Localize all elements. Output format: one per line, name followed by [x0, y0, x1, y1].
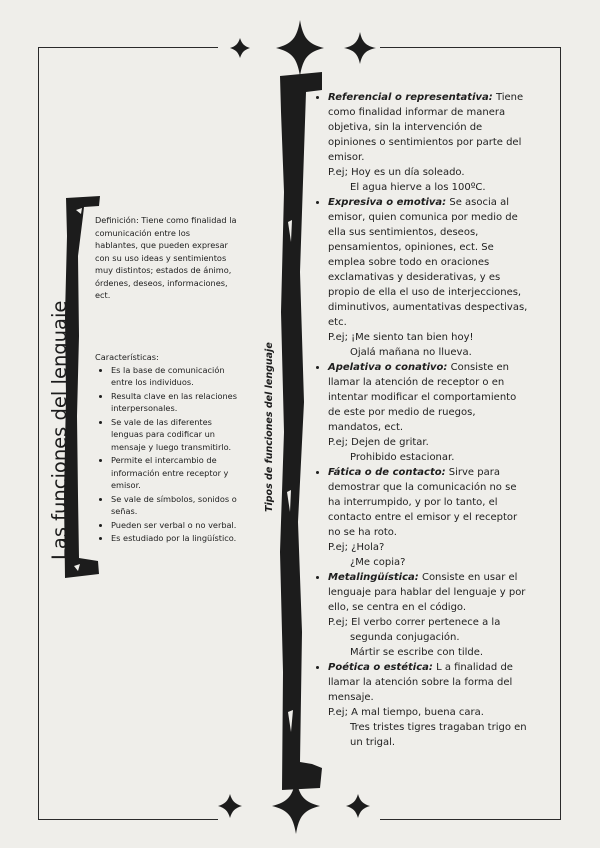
function-text: diminutivos, aumentativas despectivas,: [328, 302, 528, 313]
function-text: exclamativas y desiderativas, y es: [328, 272, 501, 283]
function-text: ha interrumpido, y por lo tanto, el: [328, 497, 498, 508]
function-text: objetiva, sin la intervención de: [328, 122, 483, 133]
example-line: P.ej; ¡Me siento tan bien hoy!: [328, 332, 474, 343]
frame-border-bottom-right: [380, 819, 560, 820]
function-text: emisor, quien comunica por medio de: [328, 212, 518, 223]
function-text: llamar la atención sobre la forma del: [328, 677, 513, 688]
characteristics-list: [95, 364, 260, 545]
characteristics-block: [95, 351, 260, 546]
function-text: llamar la atención de receptor o en: [328, 377, 505, 388]
function-text: propio de ella el uso de interjecciones,: [328, 287, 522, 298]
definition-line: Definición: Tiene como finalidad la: [95, 215, 237, 225]
function-text: mandatos, ect.: [328, 422, 404, 433]
function-name: Poética o estética:: [328, 662, 433, 673]
function-item-metalinguistica: [328, 570, 548, 660]
example-line: El agua hierve a los 100ºC.: [350, 182, 486, 193]
function-text: no se ha roto.: [328, 527, 397, 538]
example-line: Mártir se escribe con tilde.: [350, 647, 484, 658]
function-text: lenguaje para hablar del lenguaje y por: [328, 587, 526, 598]
frame-border-top: [188, 47, 218, 48]
function-item-referencial: [328, 90, 548, 195]
function-text: L a finalidad de: [432, 662, 513, 673]
page-title: Las funciones del lenguaje: [48, 300, 71, 560]
definition-line: con su uso ideas y sentimientos: [95, 252, 227, 263]
function-text: pensamientos, opiniones, ect. Se: [328, 242, 494, 253]
function-text: Tiene: [492, 92, 524, 103]
function-text: de este por medio de ruegos,: [328, 407, 476, 418]
list-item: [111, 493, 260, 518]
list-item: [111, 416, 260, 454]
function-text: emisor.: [328, 152, 365, 163]
function-item-fatica: [328, 465, 548, 570]
definition-line: órdenes, deseos, informaciones,: [95, 277, 228, 288]
list-item-line: emisor.: [111, 480, 141, 490]
example-line: Tres tristes tigres tragaban trigo en: [350, 722, 527, 733]
function-item-expresiva: [328, 195, 548, 360]
list-item-line: • Es estudiado por la lingüístico.: [111, 533, 237, 543]
list-item: [111, 364, 260, 389]
definition-line: comunicación entre los: [95, 227, 191, 238]
example-line: un trigal.: [350, 737, 396, 748]
list-item-line: lenguas para codificar un: [111, 429, 215, 439]
definition-block: [95, 214, 260, 302]
function-name: Apelativa o conativo:: [328, 362, 448, 373]
list-item-line: señas.: [111, 506, 138, 516]
function-text: contacto entre el emisor y el receptor: [328, 512, 518, 523]
function-text: ella sus sentimientos, deseos,: [328, 227, 479, 238]
list-item: [111, 390, 260, 415]
list-item-line: • Permite el intercambio de: [111, 455, 217, 465]
function-item-apelativa: [328, 360, 548, 465]
list-item-line: información entre receptor y: [111, 467, 229, 478]
example-line: segunda conjugación.: [350, 632, 460, 643]
list-item-line: • Es la base de comunicación: [111, 364, 225, 375]
example-line: P.ej; Dejen de gritar.: [328, 437, 429, 448]
example-line: P.ej; Hoy es un día soleado.: [328, 167, 465, 178]
function-text: intentar modificar el comportamiento: [328, 392, 517, 403]
list-item: [111, 532, 260, 545]
definition-line: muy distintos; estados de ánimo,: [95, 265, 232, 275]
function-name: Expresiva o emotiva:: [328, 197, 447, 208]
function-text: Consiste en usar el: [418, 572, 518, 583]
function-text: opiniones o sentimientos por parte del: [328, 137, 522, 148]
function-text: Consiste en: [447, 362, 509, 373]
function-name: Referencial o representativa:: [328, 92, 493, 103]
example-line: Ojalá mañana no llueva.: [350, 347, 472, 358]
list-item-line: • Pueden ser verbal o no verbal.: [111, 519, 237, 530]
example-line: P.ej; ¿Hola?: [328, 542, 385, 553]
function-text: ello, se centra en el código.: [328, 602, 467, 613]
definition-line: hablantes, que pueden expresar: [95, 240, 228, 250]
list-item-line: interpersonales.: [111, 403, 178, 413]
function-item-poetica: [328, 660, 548, 750]
example-line: P.ej; A mal tiempo, buena cara.: [328, 707, 484, 718]
example-line: ¿Me copia?: [350, 557, 406, 568]
function-text: mensaje.: [328, 692, 374, 703]
function-text: Sirve para: [445, 467, 500, 478]
function-name: Metalingüística:: [328, 572, 419, 583]
characteristics-heading: Características:: [95, 352, 159, 362]
functions-column: [312, 90, 548, 750]
list-item: [111, 519, 260, 532]
list-item: [111, 454, 260, 492]
list-item-line: • Se vale de las diferentes: [111, 416, 212, 427]
function-text: Se asocia al: [446, 197, 509, 208]
list-item-line: entre los individuos.: [111, 377, 194, 387]
list-item-line: • Resulta clave en las relaciones: [111, 390, 237, 401]
sparkle-stars-top-icon: [218, 18, 388, 78]
example-line: Prohibido estacionar.: [350, 452, 455, 463]
function-text: emplea sobre todo en oraciones: [328, 257, 490, 268]
frame-border-top-right: [380, 47, 560, 48]
function-text: demostrar que la comunicación no se: [328, 482, 517, 493]
function-text: como finalidad informar de manera: [328, 107, 506, 118]
function-name: Fática o de contacto:: [328, 467, 446, 478]
list-item-line: • Se vale de símbolos, sonidos o: [111, 493, 237, 504]
section-subtitle: Tipos de funciones del lenguaje: [264, 342, 275, 512]
frame-border-right: [560, 47, 561, 820]
list-item-line: mensaje y luego transmitirlo.: [111, 441, 232, 452]
function-text: etc.: [328, 317, 347, 328]
functions-list: [312, 90, 548, 750]
definition-line: ect.: [95, 290, 111, 300]
example-line: P.ej; El verbo correr pertenece a la: [328, 617, 501, 628]
